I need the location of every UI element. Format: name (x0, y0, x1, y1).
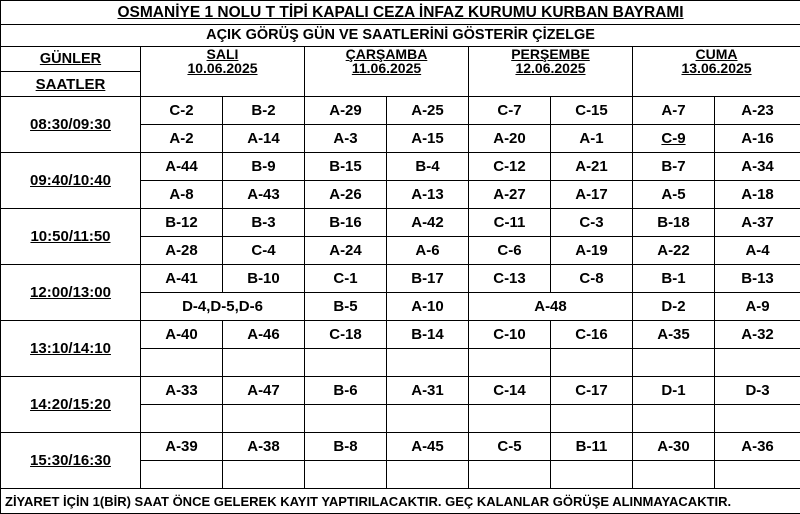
day-date: 10.06.2025 (187, 60, 258, 76)
cell: C-7 (469, 97, 551, 125)
cell: B-13 (715, 265, 800, 293)
cell: C-6 (469, 237, 551, 265)
cell: A-44 (141, 153, 223, 181)
cell: A-30 (633, 433, 715, 461)
time-slot: 14:20/15:20 (1, 377, 141, 433)
cell: A-29 (305, 97, 387, 125)
cell: A-2 (141, 125, 223, 153)
cell: A-33 (141, 377, 223, 405)
cell: C-9 (633, 125, 715, 153)
cell (223, 405, 305, 433)
cell (551, 405, 633, 433)
cell (387, 461, 469, 489)
cell (551, 461, 633, 489)
cell (387, 405, 469, 433)
cell (715, 405, 800, 433)
day-name: CUMA (695, 46, 738, 62)
cell: B-14 (387, 321, 469, 349)
cell: B-15 (305, 153, 387, 181)
day-header-carsamba (305, 47, 469, 97)
cell (633, 349, 715, 377)
cell (141, 405, 223, 433)
cell: A-47 (223, 377, 305, 405)
cell (141, 461, 223, 489)
cell (551, 349, 633, 377)
cell: B-17 (387, 265, 469, 293)
cell: C-15 (551, 97, 633, 125)
cell (715, 349, 800, 377)
cell: D-2 (633, 293, 715, 321)
hours-header-label: SAATLER (1, 72, 141, 97)
cell: B-1 (633, 265, 715, 293)
cell: C-1 (305, 265, 387, 293)
footer-note: ZİYARET İÇİN 1(BİR) SAAT ÖNCE GELEREK KAYIT YAPTIRILACAKTIR. GEÇ KALANLAR GÖRÜŞE ALINMAYACAKTIR. (1, 489, 800, 514)
cell (305, 461, 387, 489)
cell: A-43 (223, 181, 305, 209)
cell (305, 405, 387, 433)
cell: A-35 (633, 321, 715, 349)
cell: A-6 (387, 237, 469, 265)
cell: A-32 (715, 321, 800, 349)
day-name: ÇARŞAMBA (345, 46, 428, 62)
cell: A-19 (551, 237, 633, 265)
cell: A-28 (141, 237, 223, 265)
cell: A-10 (387, 293, 469, 321)
cell: C-16 (551, 321, 633, 349)
cell: A-17 (551, 181, 633, 209)
cell: A-41 (141, 265, 223, 293)
cell: A-31 (387, 377, 469, 405)
cell: C-8 (551, 265, 633, 293)
merged-cell: D-4,D-5,D-6 (141, 293, 305, 321)
day-date: 13.06.2025 (681, 60, 752, 76)
cell: C-14 (469, 377, 551, 405)
cell (633, 461, 715, 489)
cell: A-46 (223, 321, 305, 349)
cell: A-13 (387, 181, 469, 209)
day-name: PERŞEMBE (511, 46, 590, 62)
day-date: 12.06.2025 (515, 60, 586, 76)
cell: A-25 (387, 97, 469, 125)
cell: B-12 (141, 209, 223, 237)
cell: C-3 (551, 209, 633, 237)
time-slot: 12:00/13:00 (1, 265, 141, 321)
cell: A-39 (141, 433, 223, 461)
cell: B-5 (305, 293, 387, 321)
cell: B-6 (305, 377, 387, 405)
cell (715, 461, 800, 489)
cell: A-7 (633, 97, 715, 125)
cell: A-14 (223, 125, 305, 153)
time-slot: 13:10/14:10 (1, 321, 141, 377)
cell: B-3 (223, 209, 305, 237)
cell: C-10 (469, 321, 551, 349)
time-slot: 15:30/16:30 (1, 433, 141, 489)
page-subtitle: AÇIK GÖRÜŞ GÜN VE SAATLERİNİ GÖSTERİR ÇİZELGE (1, 25, 800, 47)
cell (141, 349, 223, 377)
cell: A-8 (141, 181, 223, 209)
cell: B-4 (387, 153, 469, 181)
cell: B-8 (305, 433, 387, 461)
day-header-persembe (469, 47, 633, 97)
day-name: SALI (206, 46, 239, 62)
cell: D-1 (633, 377, 715, 405)
cell: A-34 (715, 153, 800, 181)
time-slot: 09:40/10:40 (1, 153, 141, 209)
cell: B-10 (223, 265, 305, 293)
cell: A-24 (305, 237, 387, 265)
cell: A-21 (551, 153, 633, 181)
cell (305, 349, 387, 377)
cell: C-12 (469, 153, 551, 181)
cell: A-40 (141, 321, 223, 349)
day-date: 11.06.2025 (351, 60, 422, 76)
cell (223, 461, 305, 489)
cell: B-2 (223, 97, 305, 125)
cell: C-5 (469, 433, 551, 461)
cell: A-38 (223, 433, 305, 461)
cell: D-3 (715, 377, 800, 405)
cell: B-9 (223, 153, 305, 181)
cell: A-26 (305, 181, 387, 209)
cell: A-42 (387, 209, 469, 237)
cell (469, 349, 551, 377)
time-slot: 08:30/09:30 (1, 97, 141, 153)
cell: C-4 (223, 237, 305, 265)
cell: C-2 (141, 97, 223, 125)
cell: A-3 (305, 125, 387, 153)
cell: C-18 (305, 321, 387, 349)
cell: A-16 (715, 125, 800, 153)
cell: C-11 (469, 209, 551, 237)
cell: A-27 (469, 181, 551, 209)
cell: B-7 (633, 153, 715, 181)
cell (633, 405, 715, 433)
cell: A-18 (715, 181, 800, 209)
day-header-cuma (633, 47, 800, 97)
cell: B-11 (551, 433, 633, 461)
cell: A-23 (715, 97, 800, 125)
cell: A-9 (715, 293, 800, 321)
cell: A-5 (633, 181, 715, 209)
day-header-sali (141, 47, 305, 97)
cell: A-15 (387, 125, 469, 153)
cell (223, 349, 305, 377)
cell (387, 349, 469, 377)
cell (469, 405, 551, 433)
cell: B-18 (633, 209, 715, 237)
cell: B-16 (305, 209, 387, 237)
cell: A-36 (715, 433, 800, 461)
cell: A-4 (715, 237, 800, 265)
days-header-label: GÜNLER (1, 47, 141, 72)
cell: A-1 (551, 125, 633, 153)
cell: A-20 (469, 125, 551, 153)
page-title: OSMANİYE 1 NOLU T TİPİ KAPALI CEZA İNFAZ KURUMU KURBAN BAYRAMI (1, 1, 800, 25)
cell: A-22 (633, 237, 715, 265)
time-slot: 10:50/11:50 (1, 209, 141, 265)
cell: A-45 (387, 433, 469, 461)
cell: C-17 (551, 377, 633, 405)
cell: C-13 (469, 265, 551, 293)
cell: A-37 (715, 209, 800, 237)
merged-cell: A-48 (469, 293, 633, 321)
cell (469, 461, 551, 489)
